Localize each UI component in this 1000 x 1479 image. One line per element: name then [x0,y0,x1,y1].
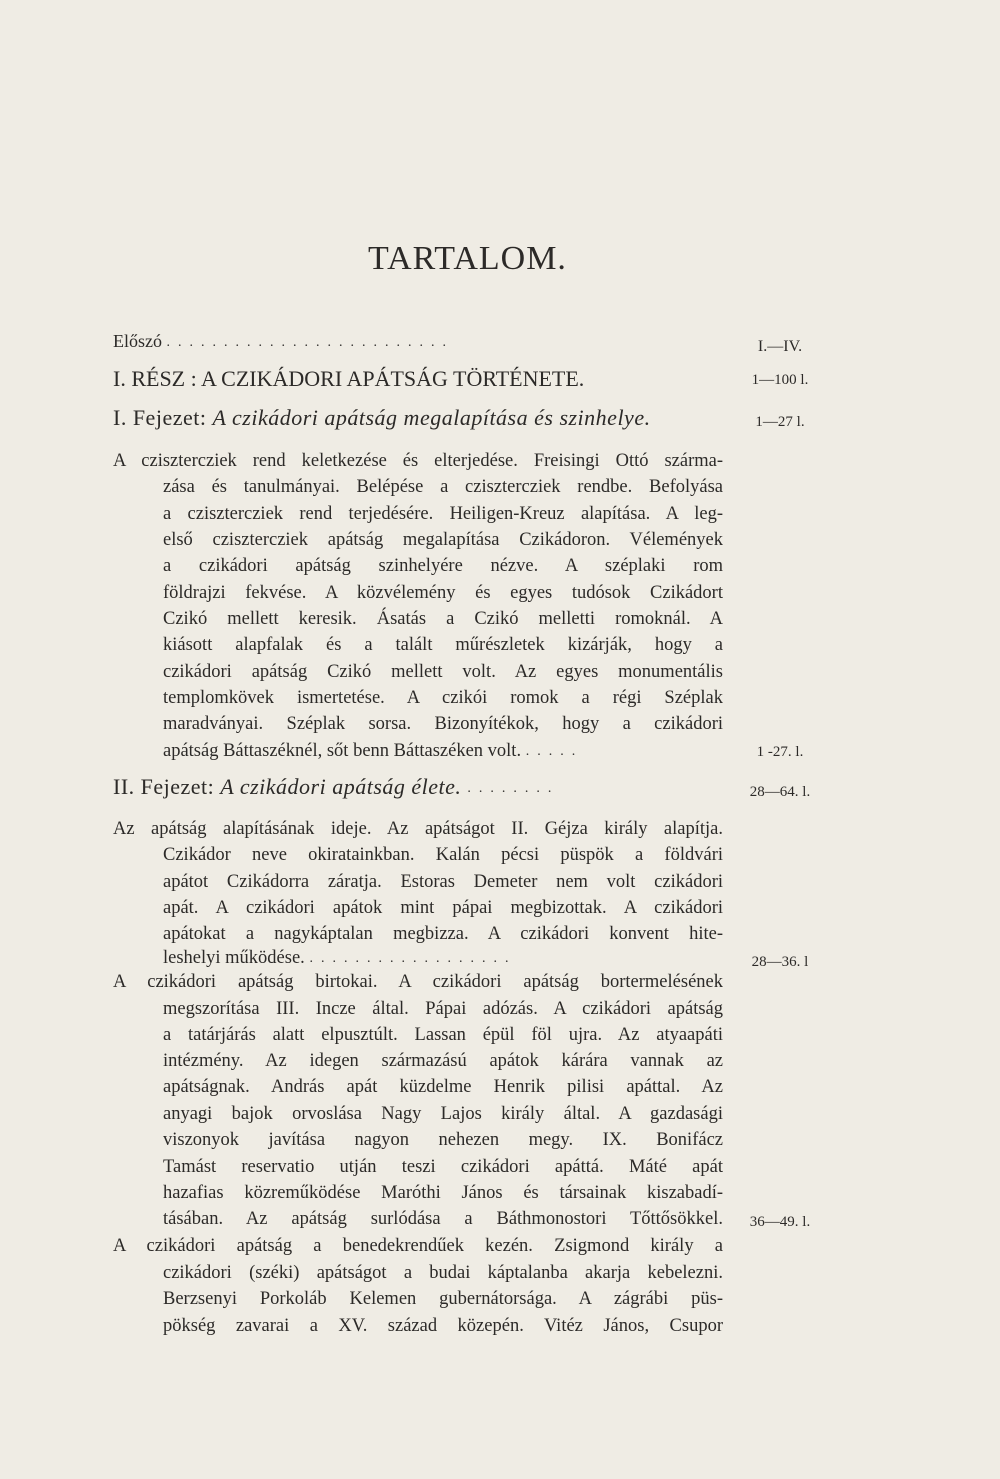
summary-line: hazafias közreműködése Maróthi János és társainak kiszabadí- [163,1183,723,1203]
summary-line: zása és tanulmányai. Belépése a czisztercziek rendbe. Befolyása [163,477,723,497]
summary-line: apátot Czikádorra záratja. Estoras Demeter nem volt czikádori [163,872,723,892]
chapter1-summary-page: 1 -27. l. [756,744,804,760]
summary-line: intézmény. Az idegen származású apátok kárára vannak az [163,1051,723,1071]
summary-line: a czikádori apátság szinhelyére nézve. A széplaki rom [163,556,723,576]
summary-line: Czikádor neve okiratainkban. Kalán pécsi püspök a földvári [163,845,723,865]
dot-leader: .................. [309,951,517,967]
summary-line: Berzsenyi Porkoláb Kelemen gubernátorsága. A zágrábi püs- [163,1289,723,1309]
summary-line: templomkövek ismertetése. A czikói romok a régi Széplak [163,688,723,708]
eloszo-page: I.—IV. [757,338,803,355]
chapter1-label: I. Fejezet: [113,405,207,430]
eloszo-label: Előszó [113,331,162,351]
summary-line-last [163,738,723,765]
summary-line: Czikó mellett keresik. Ásatás a Czikó melletti romoknál. A [163,609,723,629]
summary-line: A czikádori apátság a benedekrendűek kezén. Zsigmond király a [113,1236,723,1256]
summary-line: megszorítása III. Incze által. Pápai adózás. A czikádori apátság [163,999,723,1019]
summary-line: A czisztercziek rend keletkezése és elterjedése. Freisingi Ottó szárma- [113,451,723,471]
summary-line: a czisztercziek rend terjedésére. Heiligen-Kreuz alapítása. A leg- [163,504,723,524]
summary-line: Az apátság alapításának ideje. Az apátságot II. Géjza király alapítja. [113,819,723,839]
summary-line: Tamást reservatio utján teszi czikádori apáttá. Máté apát [163,1157,723,1177]
part1-page: 1—100 l. [751,372,809,388]
summary-line: A czikádori apátság birtokai. A czikádori apátság bortermelésének [113,972,723,992]
summary-line: anyagi bajok orvoslása Nagy Lajos király által. A gazdasági [163,1104,723,1124]
summary-line: első czisztercziek apátság megalapítása Czikádoron. Vélemények [163,530,723,550]
summary-line: a tatárjárás alatt elpusztúlt. Lassan épül föl ujra. Az atyaapáti [163,1025,723,1045]
chapter2-heading [113,774,723,800]
summary-line: czikádori (széki) apátságot a budai káptalanba akarja kebelezni. [163,1263,723,1283]
summary-line: apátokat a nagykáptalan megbizza. A czikádori konvent hite- [163,924,723,944]
page-title: TARTALOM. [368,240,567,277]
chapter1-heading [113,405,723,431]
chapter2-section2-page: 36—49. l. [749,1214,811,1230]
chapter1-title: A czikádori apátság megalapítása és szinhelye. [212,405,651,430]
chapter2-page: 28—64. l. [749,784,811,800]
dot-leader: ..... [525,744,584,760]
summary-line: viszonyok javítása nagyon nehezen megy. IX. Bonifácz [163,1130,723,1150]
chapter2-section1-page: 28—36. l [751,954,809,970]
summary-line: tásában. Az apátság surlódása a Báthmonostori Tőttősökkel. [163,1209,723,1229]
summary-line: földrajzi fekvése. A közvélemény és egyes tudósok Czikádort [163,583,723,603]
dot-leader: ......................... [166,334,454,350]
chapter1-page: 1—27 l. [755,414,805,430]
dot-leader: ........ [467,780,560,796]
toc-entry-eloszo [113,331,723,352]
summary-text: apátság Báttaszéknél, sőt benn Báttaszéken volt. [163,741,522,761]
summary-line: apát. A czikádori apátok mint pápai megbizottak. A czikádori [163,898,723,918]
summary-line: apátságnak. András apát küzdelme Henrik pilisi apáttal. Az [163,1077,723,1097]
part1-heading: I. RÉSZ : A CZIKÁDORI APÁTSÁG TÖRTÉNETE. [113,366,585,391]
summary-text: leshelyi működése. [163,948,305,968]
chapter2-title: A czikádori apátság élete. [220,774,462,799]
summary-line: kiásott alapfalak és a talált műrészletek kizárják, hogy a [163,635,723,655]
summary-line: maradványai. Széplak sorsa. Bizonyítékok, hogy a czikádori [163,714,723,734]
summary-line: czikádori apátság Czikó mellett volt. Az egyes monumentális [163,662,723,682]
chapter2-label: II. Fejezet: [113,774,215,799]
summary-line: pökség zavarai a XV. század közepén. Vitéz János, Csupor [163,1316,723,1336]
